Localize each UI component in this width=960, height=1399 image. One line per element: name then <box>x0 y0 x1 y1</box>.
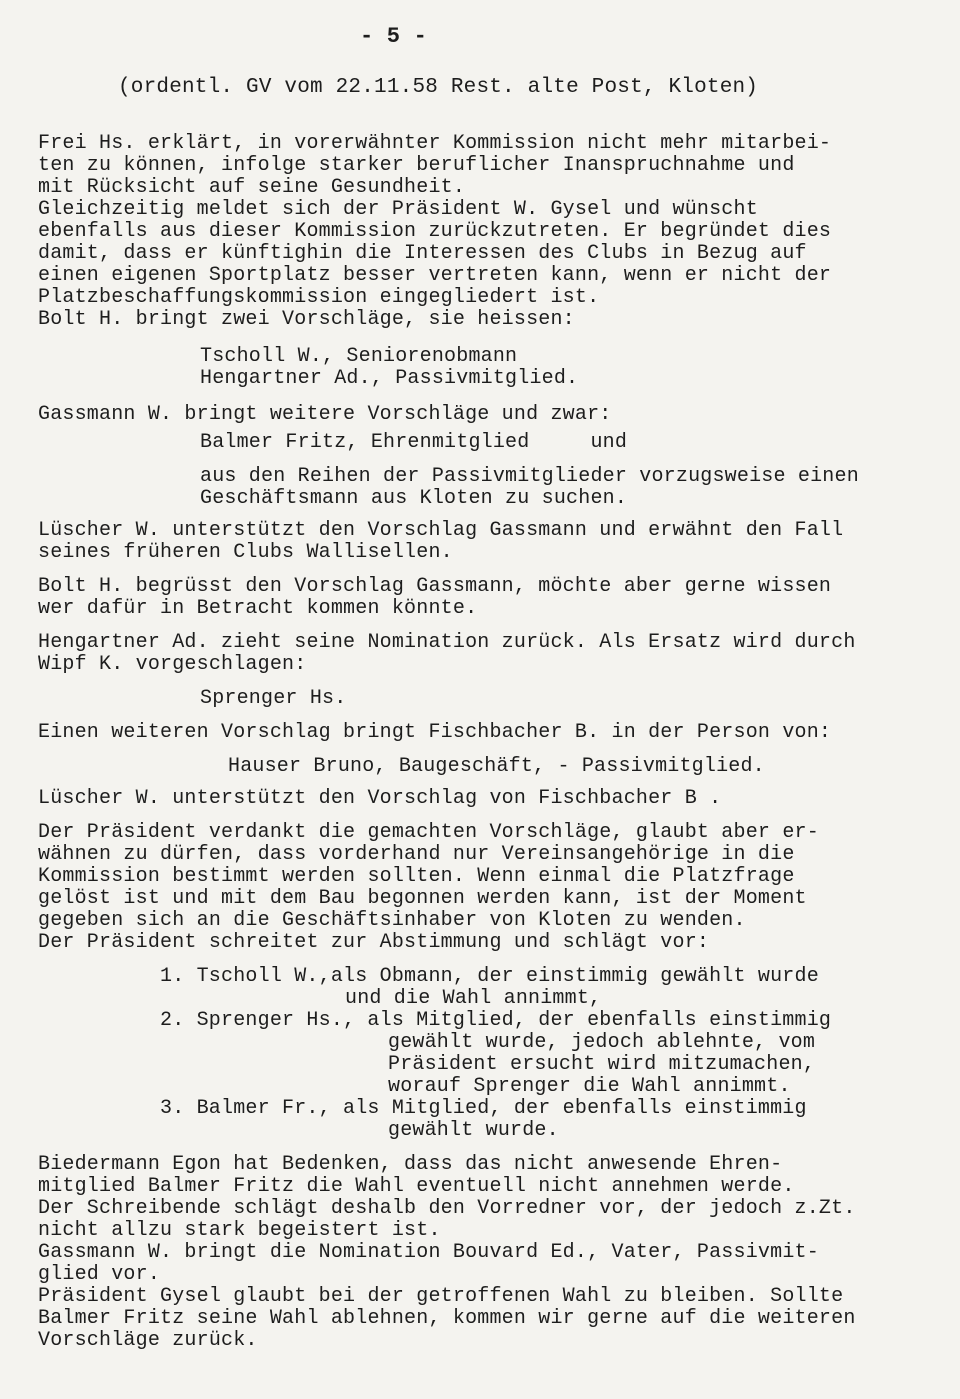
text-line: nicht allzu stark begeistert ist. <box>38 1219 441 1242</box>
text-line: Präsident Gysel glaubt bei der getroffenen Wahl zu bleiben. Sollte <box>38 1285 844 1308</box>
text-line: Bolt H. bringt zwei Vorschläge, sie heissen: <box>38 308 575 331</box>
text-line: Wipf K. vorgeschlagen: <box>38 653 307 676</box>
text-line: damit, dass er künftighin die Interessen des Clubs in Bezug auf <box>38 242 807 265</box>
text-line: Balmer Fritz, Ehrenmitglied und <box>200 431 628 454</box>
text-line: glied vor. <box>38 1263 161 1286</box>
text-line: 1. Tscholl W.,als Obmann, der einstimmig gewählt wurde <box>160 965 819 988</box>
text-line: gelöst ist und mit dem Bau begonnen werden kann, ist der Moment <box>38 887 807 910</box>
text-line: Bolt H. begrüsst den Vorschlag Gassmann, möchte aber gerne wissen <box>38 575 832 598</box>
text-line: seines früheren Clubs Wallisellen. <box>38 541 453 564</box>
text-line: Platzbeschaffungskommission eingegliedert ist. <box>38 286 600 309</box>
text-line: gewählt wurde. <box>388 1119 559 1142</box>
text-line: worauf Sprenger die Wahl annimmt. <box>388 1075 791 1098</box>
text-line: Gassmann W. bringt die Nomination Bouvard Ed., Vater, Passivmit- <box>38 1241 819 1264</box>
text-line: Einen weiteren Vorschlag bringt Fischbacher B. in der Person von: <box>38 721 832 744</box>
text-line: Gleichzeitig meldet sich der Präsident W. Gysel und wünscht <box>38 198 758 221</box>
text-line: Der Präsident schreitet zur Abstimmung und schlägt vor: <box>38 931 710 954</box>
text-line: 2. Sprenger Hs., als Mitglied, der ebenfalls einstimmig <box>160 1009 832 1032</box>
text-line: ten zu können, infolge starker beruflicher Inanspruchnahme und <box>38 154 795 177</box>
text-line: Hengartner Ad. zieht seine Nomination zurück. Als Ersatz wird durch <box>38 631 856 654</box>
text-line: Der Schreibende schlägt deshalb den Vorredner vor, der jedoch z.Zt. <box>38 1197 856 1220</box>
text-line: Sprenger Hs. <box>200 687 347 710</box>
text-line: Gassmann W. bringt weitere Vorschläge und zwar: <box>38 403 612 426</box>
text-line: gegeben sich an die Geschäftsinhaber von Kloten zu wenden. <box>38 909 746 932</box>
page-number: - 5 - <box>360 24 428 49</box>
text-line: mit Rücksicht auf seine Gesundheit. <box>38 176 466 199</box>
text-line: Biedermann Egon hat Bedenken, dass das nicht anwesende Ehren- <box>38 1153 783 1176</box>
text-line: Geschäftsmann aus Kloten zu suchen. <box>200 487 628 510</box>
text-line: Vorschläge zurück. <box>38 1329 258 1352</box>
text-line: Hauser Bruno, Baugeschäft, - Passivmitglied. <box>228 755 765 778</box>
text-line: aus den Reihen der Passivmitglieder vorzugsweise einen <box>200 465 859 488</box>
text-line: und die Wahl annimmt, <box>345 987 602 1010</box>
text-line: Lüscher W. unterstützt den Vorschlag Gassmann und erwähnt den Fall <box>38 519 844 542</box>
text-line: Der Präsident verdankt die gemachten Vorschläge, glaubt aber er- <box>38 821 819 844</box>
text-line: einen eigenen Sportplatz besser vertreten kann, wenn er nicht der <box>38 264 832 287</box>
text-line: wer dafür in Betracht kommen könnte. <box>38 597 478 620</box>
text-line: gewählt wurde, jedoch ablehnte, vom <box>388 1031 816 1054</box>
text-line: 3. Balmer Fr., als Mitglied, der ebenfalls einstimmig <box>160 1097 807 1120</box>
text-line: ebenfalls aus dieser Kommission zurückzutreten. Er begründet dies <box>38 220 832 243</box>
text-line: Lüscher W. unterstützt den Vorschlag von Fischbacher B . <box>38 787 722 810</box>
document-header: (ordentl. GV vom 22.11.58 Rest. alte Post, Kloten) <box>118 76 759 99</box>
text-line: mitglied Balmer Fritz die Wahl eventuell nicht annehmen werde. <box>38 1175 795 1198</box>
text-line: wähnen zu dürfen, dass vorderhand nur Vereinsangehörige in die <box>38 843 795 866</box>
text-line: Hengartner Ad., Passivmitglied. <box>200 367 579 390</box>
text-line: Kommission bestimmt werden sollten. Wenn einmal die Platzfrage <box>38 865 795 888</box>
text-line: Frei Hs. erklärt, in vorerwähnter Kommission nicht mehr mitarbei- <box>38 132 832 155</box>
text-line: Tscholl W., Seniorenobmann <box>200 345 518 368</box>
text-line: Balmer Fritz seine Wahl ablehnen, kommen wir gerne auf die weiteren <box>38 1307 856 1330</box>
text-line: Präsident ersucht wird mitzumachen, <box>388 1053 816 1076</box>
